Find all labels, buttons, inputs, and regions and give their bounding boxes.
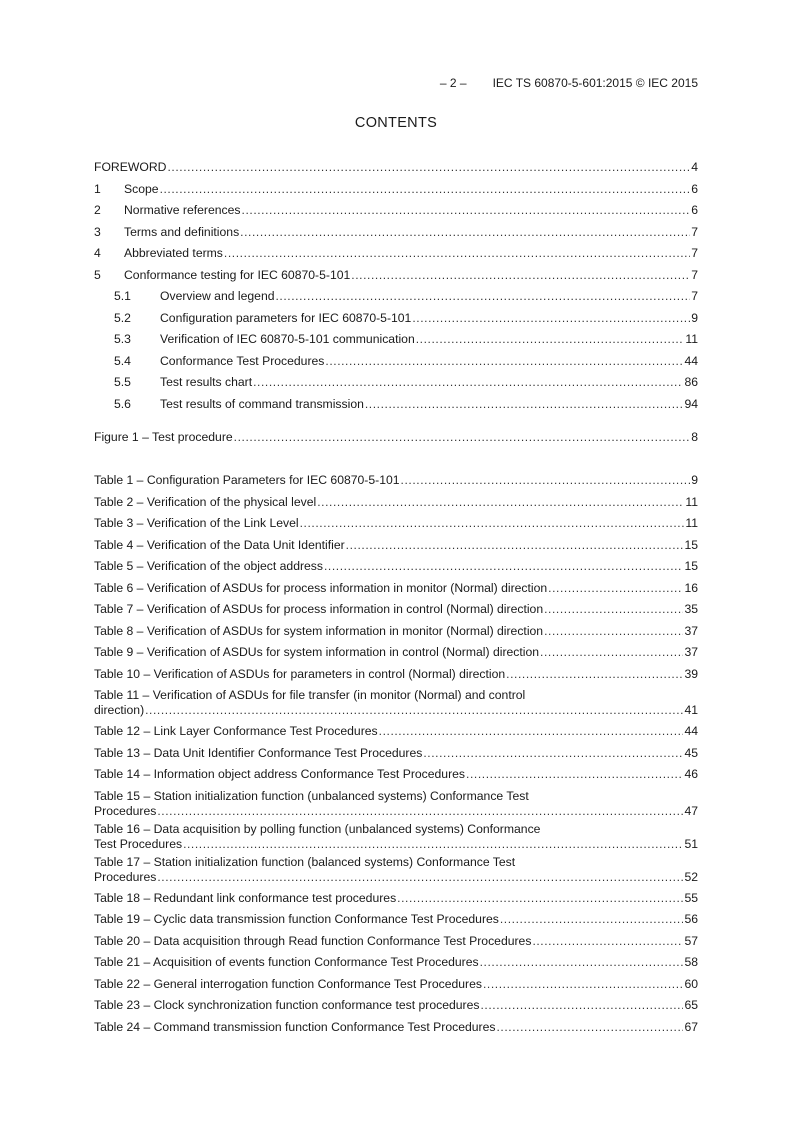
toc-entry[interactable] — [94, 222, 698, 244]
section-number: 5.1 — [114, 289, 131, 303]
dot-leader — [500, 909, 684, 931]
page-ref: 57 — [684, 933, 698, 948]
dot-leader — [234, 427, 691, 449]
page-ref: 37 — [684, 645, 698, 659]
table-title: Table 8 – Verification of ASDUs for system information in monitor (Normal) direction — [94, 623, 544, 638]
dot-leader — [300, 513, 685, 535]
dot-leader — [351, 265, 690, 287]
table-title: Table 14 – Information object address Conformance Test Procedures — [94, 767, 466, 781]
table-title-continued — [94, 837, 698, 852]
table-title: Table 7 – Verification of ASDUs for process information in control (Normal) direction — [94, 602, 544, 616]
toc-table-entry[interactable] — [94, 470, 698, 492]
toc-tables — [94, 470, 698, 1038]
toc-entry[interactable] — [94, 286, 698, 308]
toc-sections — [94, 157, 698, 415]
toc-table-entry[interactable] — [94, 995, 698, 1017]
dot-leader — [423, 743, 683, 765]
table-title: Table 6 – Verification of ASDUs for process information in monitor (Normal) direction — [94, 580, 548, 595]
page-ref: 11 — [685, 332, 698, 346]
section-title: Test results chart — [160, 375, 253, 389]
section-number: 5.4 — [114, 353, 131, 368]
toc-table-entry[interactable] — [94, 492, 698, 514]
page-ref: 9 — [691, 473, 698, 487]
section-number: 5 — [94, 267, 101, 282]
page-ref: 11 — [685, 494, 698, 509]
section-title: FOREWORD — [94, 160, 167, 174]
page-ref: 7 — [691, 224, 698, 239]
page-title: CONTENTS — [354, 115, 438, 131]
table-title: Table 4 – Verification of the Data Unit Identifier — [94, 537, 345, 552]
page-ref: 7 — [691, 267, 698, 282]
page-ref: 6 — [691, 181, 698, 196]
dot-leader — [401, 470, 691, 492]
page-ref: 16 — [684, 580, 698, 595]
toc-entry[interactable] — [94, 329, 698, 351]
dot-leader — [253, 372, 683, 394]
section-number: 3 — [94, 224, 101, 239]
toc-entry[interactable] — [94, 351, 698, 373]
dot-leader — [324, 556, 683, 578]
dot-leader — [412, 308, 690, 330]
toc-entry[interactable] — [94, 200, 698, 222]
dot-leader — [480, 952, 684, 974]
section-title: Verification of IEC 60870-5-101 communication — [160, 332, 415, 346]
section-title: Configuration parameters for IEC 60870-5-101 — [160, 310, 412, 325]
table-title: Table 13 – Data Unit Identifier Conformance Test Procedures — [94, 745, 423, 760]
page-ref: 45 — [684, 745, 698, 760]
toc-table-entry[interactable] — [94, 822, 698, 852]
page-ref: 44 — [684, 724, 698, 738]
toc-table-entry[interactable] — [94, 888, 698, 910]
page-ref: 52 — [684, 869, 698, 884]
section-number: 5.6 — [114, 396, 131, 411]
toc-table-entry[interactable] — [94, 974, 698, 996]
page-ref: 15 — [684, 559, 698, 573]
dot-leader — [145, 703, 683, 718]
table-title-line2: Test Procedures — [94, 836, 183, 851]
page-ref: 15 — [684, 537, 698, 552]
dot-leader — [365, 394, 684, 416]
toc-figures — [94, 427, 698, 449]
dot-leader — [506, 664, 683, 686]
section-number: 5.5 — [114, 375, 131, 389]
document-id: IEC TS 60870-5-601:2015 © IEC 2015 — [492, 76, 698, 90]
table-title: Table 23 – Clock synchronization function conformance test procedures — [94, 998, 480, 1012]
page-ref: 8 — [691, 430, 698, 444]
dot-leader — [416, 329, 685, 351]
table-title: Table 20 – Data acquisition through Read function Conformance Test Procedures — [94, 933, 532, 948]
toc-table-entry[interactable] — [94, 1017, 698, 1039]
section-title: Overview and legend — [160, 289, 275, 303]
toc-table-entry[interactable] — [94, 909, 698, 931]
toc-table-entry[interactable] — [94, 931, 698, 953]
dot-leader — [540, 642, 683, 664]
section-title: Normative references — [124, 203, 241, 217]
dot-leader — [397, 888, 683, 910]
toc-figure-entry[interactable] — [94, 427, 698, 449]
table-title: Table 9 – Verification of ASDUs for system information in control (Normal) direction — [94, 645, 540, 659]
dot-leader — [167, 157, 690, 179]
page-ref: 51 — [684, 836, 698, 851]
page-ref: 44 — [684, 353, 698, 368]
table-title: Table 15 – Station initialization function (unbalanced systems) Conformance Test — [94, 788, 529, 803]
table-title: Table 17 – Station initialization function (balanced systems) Conformance Test — [94, 854, 516, 869]
dot-leader — [276, 286, 691, 308]
page-ref: 4 — [691, 160, 698, 174]
dot-leader — [483, 974, 683, 996]
table-title: Table 22 – General interrogation function Conformance Test Procedures — [94, 976, 482, 991]
table-title: Table 2 – Verification of the physical level — [94, 494, 317, 509]
table-title: Table 10 – Verification of ASDUs for parameters in control (Normal) direction — [94, 666, 506, 681]
page-ref: 47 — [684, 803, 698, 818]
page-ref: 58 — [684, 955, 698, 969]
page-ref: 11 — [685, 516, 698, 530]
toc-entry[interactable] — [94, 265, 698, 287]
table-title-continued — [94, 804, 698, 819]
toc-entry[interactable] — [94, 157, 698, 179]
page-header — [94, 76, 698, 92]
dot-leader — [544, 621, 683, 643]
toc-entry[interactable] — [94, 308, 698, 330]
page-ref: 37 — [684, 623, 698, 638]
table-title: Table 18 – Redundant link conformance test procedures — [94, 890, 397, 905]
dot-leader — [160, 179, 691, 201]
table-title: Table 12 – Link Layer Conformance Test Procedures — [94, 724, 378, 738]
section-number: 1 — [94, 181, 101, 196]
toc-entry[interactable] — [94, 394, 698, 416]
toc-table-entry[interactable] — [94, 952, 698, 974]
section-number: 5.3 — [114, 332, 131, 346]
dot-leader — [325, 351, 683, 373]
table-title-line2: Procedures — [94, 803, 157, 818]
table-title: Table 11 – Verification of ASDUs for file transfer (in monitor (Normal) and control — [94, 688, 526, 702]
page-ref: 65 — [684, 998, 698, 1012]
toc-table-entry[interactable] — [94, 535, 698, 557]
page-ref: 94 — [684, 396, 698, 411]
toc-table-entry[interactable] — [94, 513, 698, 535]
dot-leader — [544, 599, 683, 621]
toc-table-entry[interactable] — [94, 664, 698, 686]
section-title: Scope — [124, 181, 159, 196]
page-ref: 7 — [691, 289, 698, 303]
page-ref: 86 — [684, 375, 698, 389]
section-title: Conformance Test Procedures — [160, 353, 325, 368]
section-number: 2 — [94, 203, 101, 217]
table-title: Table 3 – Verification of the Link Level — [94, 516, 299, 530]
table-title-line2: direction) — [94, 703, 145, 717]
page-ref: 9 — [691, 310, 698, 325]
page-ref: 35 — [684, 602, 698, 616]
dot-leader — [183, 837, 683, 852]
dot-leader — [532, 931, 683, 953]
toc-table-entry[interactable] — [94, 764, 698, 786]
toc-table-entry[interactable] — [94, 556, 698, 578]
page-ref: 56 — [684, 912, 698, 926]
toc-entry[interactable] — [94, 243, 698, 265]
page-ref: 6 — [691, 203, 698, 217]
section-number: 5.2 — [114, 310, 131, 325]
toc-entry[interactable] — [94, 372, 698, 394]
toc-table-entry[interactable] — [94, 855, 698, 885]
table-title: Table 1 – Configuration Parameters for IEC 60870-5-101 — [94, 473, 400, 487]
dot-leader — [224, 243, 690, 265]
dot-leader — [496, 1017, 683, 1039]
toc-table-entry[interactable] — [94, 621, 698, 643]
toc-table-entry[interactable] — [94, 743, 698, 765]
page-number: – 2 – — [439, 76, 467, 90]
toc-table-entry[interactable] — [94, 599, 698, 621]
dot-leader — [466, 764, 683, 786]
table-title: Table 5 – Verification of the object address — [94, 559, 323, 573]
section-title: Test results of command transmission — [160, 396, 364, 411]
table-title: Table 21 – Acquisition of events function Conformance Test Procedures — [94, 955, 479, 969]
page-ref: 7 — [691, 246, 698, 260]
table-title-continued — [94, 703, 698, 718]
dot-leader — [240, 222, 690, 244]
toc-entry[interactable] — [94, 179, 698, 201]
page-ref: 60 — [684, 976, 698, 991]
toc-table-entry[interactable] — [94, 578, 698, 600]
page-ref: 39 — [684, 666, 698, 681]
page-ref: 55 — [684, 890, 698, 905]
dot-leader — [379, 721, 684, 743]
dot-leader — [242, 200, 691, 222]
dot-leader — [157, 804, 683, 819]
page-ref: 67 — [684, 1019, 698, 1034]
table-title: Table 24 – Command transmission function Conformance Test Procedures — [94, 1019, 496, 1034]
toc-table-entry[interactable] — [94, 688, 698, 718]
toc-table-entry[interactable] — [94, 721, 698, 743]
dot-leader — [346, 535, 684, 557]
table-title-line2: Procedures — [94, 869, 157, 884]
section-title: Abbreviated terms — [124, 246, 223, 260]
toc-table-entry[interactable] — [94, 642, 698, 664]
section-title: Conformance testing for IEC 60870-5-101 — [124, 267, 351, 282]
dot-leader — [317, 492, 684, 514]
dot-leader — [548, 578, 683, 600]
toc-table-entry[interactable] — [94, 789, 698, 819]
table-title: Table 16 – Data acquisition by polling function (unbalanced systems) Conformance — [94, 821, 541, 836]
table-title-continued — [94, 870, 698, 885]
section-number: 4 — [94, 246, 101, 260]
section-title: Terms and definitions — [124, 224, 240, 239]
page-ref: 46 — [684, 767, 698, 781]
dot-leader — [480, 995, 683, 1017]
table-title: Table 19 – Cyclic data transmission function Conformance Test Procedures — [94, 912, 499, 926]
dot-leader — [157, 870, 683, 885]
page-ref: 41 — [684, 703, 698, 717]
figure-title: Figure 1 – Test procedure — [94, 430, 233, 444]
